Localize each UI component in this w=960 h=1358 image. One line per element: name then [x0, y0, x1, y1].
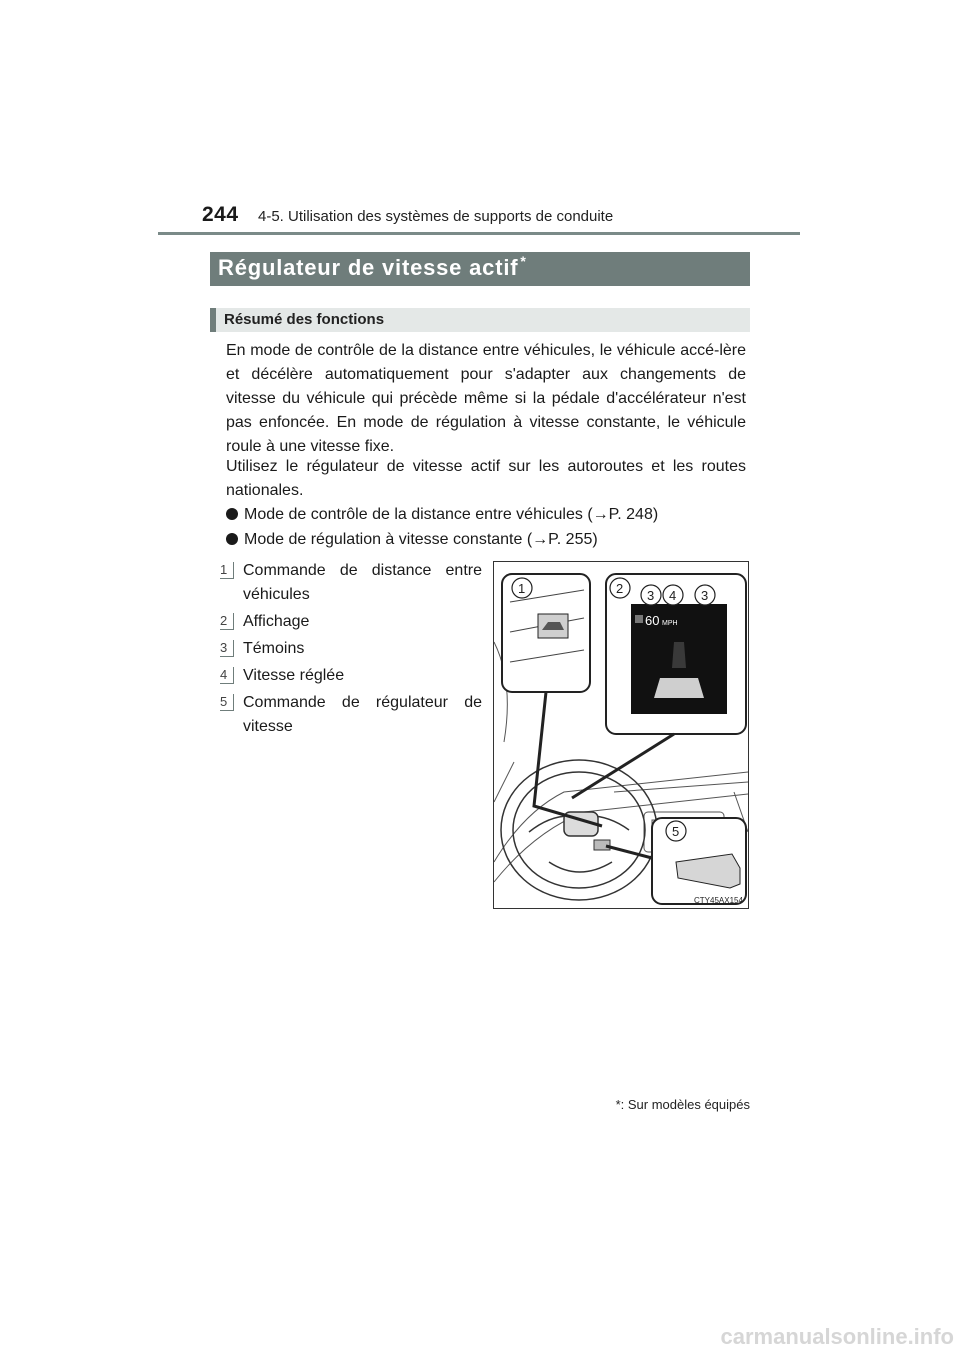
bullet-item — [226, 528, 598, 552]
callout-list — [220, 559, 482, 742]
subtitle-bar — [210, 308, 750, 332]
callout-label: Commande de régulateur de vitesse — [243, 694, 482, 735]
section-header: 4-5. Utilisation des systèmes de supports de conduite — [258, 208, 614, 225]
paragraph: Utilisez le régulateur de vitesse actif sur les autoroutes et les routes nationales. — [226, 458, 746, 499]
callout-label: Affichage — [243, 613, 310, 630]
figure-code: CTY45AX154 — [694, 896, 743, 905]
callout-number: 1 — [220, 562, 234, 579]
footnote-text: : Sur modèles équipés — [620, 1097, 750, 1112]
watermark: carmanualsonline.info — [720, 1324, 954, 1349]
dashboard-illustration — [494, 562, 748, 908]
figure-marker: 1 — [518, 581, 526, 596]
display-speed: 60 — [645, 613, 660, 628]
bullet-item — [226, 503, 658, 527]
figure-marker: 5 — [672, 824, 680, 839]
callout-item — [220, 610, 482, 634]
callout-label: Témoins — [243, 640, 305, 657]
callout-item — [220, 637, 482, 661]
callout-number: 3 — [220, 640, 234, 657]
footnote — [616, 1097, 750, 1112]
footnote-asterisk: * — [615, 1097, 621, 1112]
title-bar — [210, 252, 750, 286]
dashboard-figure — [493, 561, 749, 909]
subtitle: Résumé des fonctions — [224, 311, 385, 328]
callout-label: Commande de distance entre véhicules — [243, 562, 482, 603]
bullet-text: Mode de régulation à vitesse constante (→P. 255) — [244, 531, 598, 548]
callout-label: Vitesse réglée — [243, 667, 345, 684]
page-number: 244 — [202, 203, 239, 226]
paragraph: En mode de contrôle de la distance entre véhicules, le véhicule accé-lère et décélère automatiquement pour s'adapter aux changements de vitesse du véhicule qui précède même si la pédale d'accélérateur n'est pas enfoncée. En mode de régulation à vitesse constante, le véhicule roule à une vitesse fixe. — [226, 342, 746, 455]
header-rule — [158, 232, 800, 235]
title-asterisk: * — [520, 253, 527, 269]
figure-marker: 3 — [701, 588, 709, 603]
callout-number: 2 — [220, 613, 234, 630]
display-unit: MPH — [662, 620, 678, 627]
callout-number: 5 — [220, 694, 234, 711]
figure-marker: 2 — [616, 581, 624, 596]
figure-marker: 3 — [647, 588, 655, 603]
page-title: Régulateur de vitesse actif * — [218, 253, 527, 280]
callout-number: 4 — [220, 667, 234, 684]
callout-item — [220, 664, 482, 688]
bullet-dot-icon — [226, 533, 238, 545]
bullet-dot-icon — [226, 508, 238, 520]
figure-marker: 4 — [669, 588, 677, 603]
callout-item — [220, 691, 482, 739]
callout-item — [220, 559, 482, 607]
bullet-text: Mode de contrôle de la distance entre véhicules (→P. 248) — [244, 506, 659, 523]
